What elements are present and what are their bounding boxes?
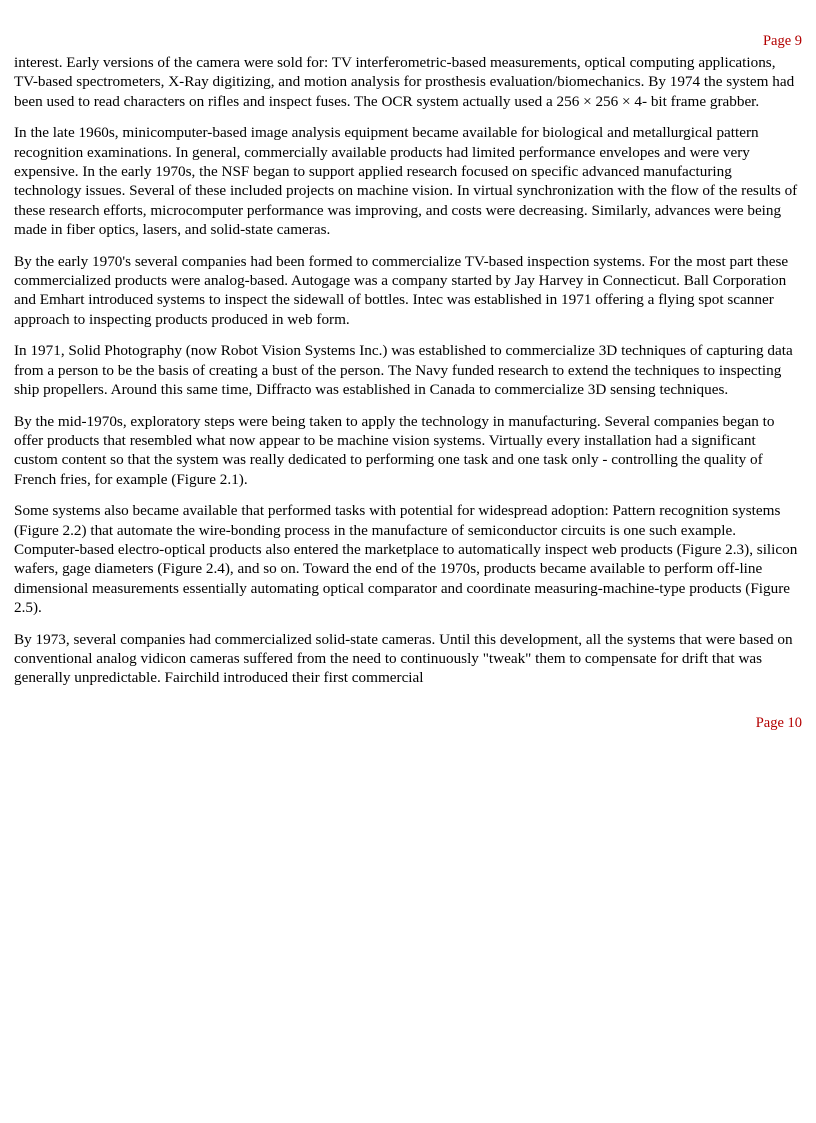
paragraph-3: By the early 1970's several companies had been formed to commercialize TV-based inspection systems. For the most part these commercialized products were analog-based. Autogage was a company started by Jay Harvey in Connecticut. Ball Corporation and Emhart introduced systems to inspect the sidewall of bottles. Intec was established in 1971 offering a flying spot scanner approach to inspecting products produced in web form. (14, 252, 789, 328)
paragraph-6: Some systems also became available that performed tasks with potential for widespread adoption: Pattern recognition systems (Figure 2.2) that automate the wire-bonding process in the manufacture of semiconductor circuits is one such example. Computer-based electro-optical products also entered the marketplace to automatically inspect web products (Figure 2.3), silicon wafers, gage diameters (Figure 2.4), and so on. Toward the end of the 1970s, products became available to perform off-line dimensional measurements essentially automating optical comparator and coordinate measuring-machine-type products (Figure 2.5). (14, 502, 798, 616)
paragraph-2: In the late 1960s, minicomputer-based image analysis equipment became available for biological and metallurgical pattern recognition examinations. In general, commercially available products had limited performance envelopes and were very expensive. In the early 1970s, the NSF began to support applied research focused on specific advanced manufacturing technology issues. Several of these included projects on machine vision. In virtual synchronization with the flow of the results of these research efforts, microcomputer performance was improving, and costs were decreasing. Similarly, advances were being made in fiber optics, lasers, and solid-state cameras. (14, 124, 798, 238)
paragraph-7: By 1973, several companies had commercialized solid-state cameras. Until this development, all the systems that were based on conventional analog vidicon cameras suffered from the need to continuously "tweak" them to compensate for drift that was generally unpredictable. Fairchild introduced their first commercial (14, 630, 793, 687)
paragraph-4: In 1971, Solid Photography (now Robot Vision Systems Inc.) was established to commercialize 3D techniques of capturing data from a person to be the basis of creating a bust of the person. The Navy funded research to extend the techniques to inspecting ship propellers. Around this same time, Diffracto was established in Canada to commercialize 3D sensing techniques. (14, 342, 793, 398)
paragraph-5: By the mid-1970s, exploratory steps were being taken to apply the technology in manufacturing. Several companies began to offer products that resembled what now appear to be machine vision systems. Virtually every installation had a significant custom content so that the system was really dedicated to performing one task and one task only - controlling the quality of French fries, for example (Figure 2.1). (14, 412, 775, 488)
paragraph-1: interest. Early versions of the camera were sold for: TV interferometric-based measurements, optical computing applications, TV-based spectrometers, X-Ray digitizing, and motion analysis for prosthesis evaluation/biomechanics. By 1974 the system had been used to read characters on rifles and inspect fuses. The OCR system actually used a 256 × 256 × 4- bit frame grabber. (14, 54, 795, 110)
document-page (14, 0, 802, 733)
page-number-top: Page 9 (762, 33, 802, 49)
page-number-bottom: Page 10 (755, 714, 802, 731)
